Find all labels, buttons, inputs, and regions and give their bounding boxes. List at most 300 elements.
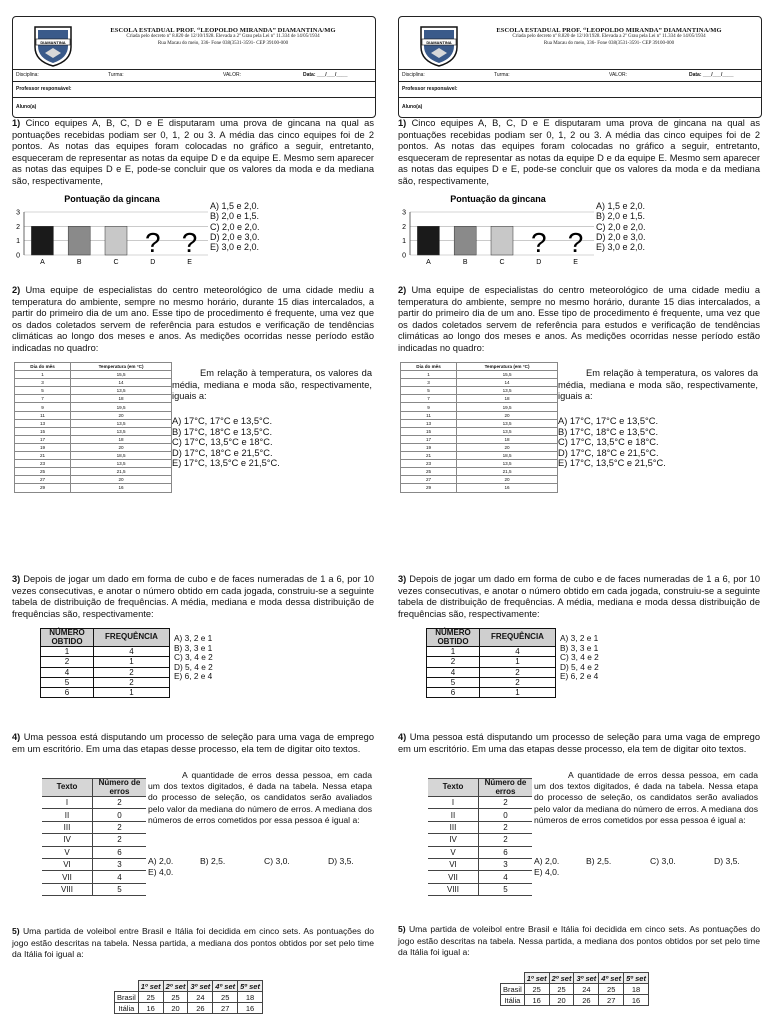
question-3-options <box>174 634 213 682</box>
table-cell: 2 <box>94 667 170 677</box>
option-d[interactable]: D) 5, 4 e 2 <box>560 661 599 672</box>
professor-label: Professor responsável: <box>402 86 458 92</box>
table-cell: VIII <box>42 883 93 895</box>
logo-text: DIAMANTINA <box>426 39 452 45</box>
school-name: ESCOLA ESTADUAL PROF. “LEOPOLDO MIRANDA” DIAMANTINA/MG <box>496 27 722 34</box>
col-header: 2º set <box>549 973 574 984</box>
table-cell: 4 <box>93 871 147 883</box>
page-column-right <box>392 0 764 1024</box>
y-tick-label: 3 <box>16 209 20 217</box>
col-header: Texto <box>428 779 479 797</box>
col-header: Número de erros <box>93 779 147 797</box>
table-cell: 13 <box>15 419 71 427</box>
bar-C <box>491 226 513 255</box>
table-cell: 27 <box>213 1003 238 1014</box>
question-3-text: 3) Depois de jogar um dado em forma de cubo e de faces numeradas de 1 a 6, por 10 vezes consecutivas, e anotar o número obtido em cada jogada, construiu-se a seguinte tabela de distribuição de frequências. A média, mediana e moda dessa distribuição de frequências são, respectivamente: <box>12 574 374 619</box>
table-cell: 25 <box>401 468 457 476</box>
table-row <box>401 468 558 476</box>
x-tick-label: E <box>187 259 192 266</box>
table-cell: 18 <box>457 435 558 443</box>
data-label: Data: ___/___/____ <box>303 72 348 78</box>
table-row <box>427 688 556 698</box>
table-cell: 25 <box>549 984 574 995</box>
table-cell: 3 <box>479 858 533 870</box>
table-cell: 2 <box>93 797 147 809</box>
exam-header <box>398 16 762 118</box>
table-cell: 4 <box>479 871 533 883</box>
table-cell: 27 <box>599 995 624 1006</box>
option-a[interactable]: A) 17°C, 17°C e 13,5°C. <box>558 416 659 426</box>
table-row <box>42 883 146 895</box>
question-2-side-text: Em relação à temperatura, os valores da média, mediana e moda são, respectivamente, iguais a: <box>558 368 758 401</box>
option-a[interactable]: A) 1,5 e 2,0. <box>210 201 260 211</box>
table-cell: 24 <box>574 984 599 995</box>
table-cell: 20 <box>163 1003 188 1014</box>
table-cell: I <box>428 797 479 809</box>
table-cell: 20 <box>457 443 558 451</box>
chart-title: Pontuação da gincana <box>64 194 160 204</box>
table-cell: 2 <box>479 797 533 809</box>
table-cell: 5 <box>41 677 94 687</box>
option-e[interactable]: E) 3,0 e 2,0. <box>596 242 646 253</box>
table-cell: 23 <box>401 460 457 468</box>
table-cell: 16 <box>524 995 549 1006</box>
table-cell: 25 <box>599 984 624 995</box>
col-header: 1º set <box>524 973 549 984</box>
table-cell: V <box>42 846 93 858</box>
option-a[interactable]: A) 3, 2 e 1 <box>560 633 599 643</box>
x-tick-label: D <box>150 259 156 266</box>
table-cell: IV <box>42 834 93 846</box>
table-cell: 1 <box>480 657 556 667</box>
table-cell: 18 <box>71 395 172 403</box>
y-tick-label: 1 <box>16 238 20 246</box>
table-row <box>15 476 172 484</box>
table-cell: 18 <box>238 992 263 1003</box>
table-cell: 19 <box>401 443 457 451</box>
volleyball-table <box>500 972 649 1006</box>
table-cell: 11 <box>401 411 457 419</box>
table-cell: 9 <box>401 403 457 411</box>
table-row <box>401 476 558 484</box>
table-row <box>428 834 532 846</box>
option-e[interactable]: E) 4,0. <box>148 867 174 877</box>
table-row <box>41 688 170 698</box>
x-tick-label: B <box>76 259 82 266</box>
school-info-line1: Criada pelo decreto nº 8.820 de 12/10/1928. Elevada a 2º Grau pela Lei nº 11.334 de 14/05/1934 <box>126 34 320 39</box>
table-row <box>115 992 263 1003</box>
table-row <box>401 419 558 427</box>
data-label: Data: ___/___/____ <box>689 72 734 78</box>
table-row <box>428 821 532 833</box>
table-cell: 21,5 <box>457 468 558 476</box>
question-4-options <box>148 856 372 878</box>
col-header: 5º set <box>624 973 649 984</box>
table-cell: 16 <box>457 484 558 492</box>
table-cell: 13,5 <box>71 387 172 395</box>
table-row <box>501 984 649 995</box>
option-c[interactable]: C) 2,0 e 2,0. <box>596 221 646 232</box>
table-cell: 20 <box>71 411 172 419</box>
question-1-options <box>210 201 260 252</box>
table-cell: 17 <box>401 435 457 443</box>
option-b[interactable]: B) 2,0 e 1,5. <box>596 211 646 222</box>
option-d[interactable]: D) 2,0 e 3,0. <box>210 231 260 242</box>
option-b[interactable]: B) 17°C, 18°C e 13,5°C. <box>172 426 273 437</box>
table-cell: 4 <box>480 647 556 657</box>
table-cell: 20 <box>71 476 172 484</box>
table-cell: 5 <box>479 883 533 895</box>
question-2-text: 2) Uma equipe de especialistas do centro meteorológico de uma cidade mediu a temperatura do ambiente, sempre no mesmo horário, durante 15 dias intercalados, a partir do primeiro dia de um ano. Esse tipo de procedimento é frequente, uma vez que os dados coletados servem de referência para estudos e verificação de tendências climáticas ao longo dos meses e anos. As medições ocorridas nesse período estão indicadas no quadro: <box>398 285 760 353</box>
y-tick-label: 0 <box>402 252 406 260</box>
table-cell: 4 <box>427 667 480 677</box>
exam-header <box>12 16 376 118</box>
school-name: ESCOLA ESTADUAL PROF. “LEOPOLDO MIRANDA” DIAMANTINA/MG <box>110 27 336 34</box>
table-cell: 29 <box>15 484 71 492</box>
table-row <box>401 460 558 468</box>
disciplina-label: Disciplina: <box>402 72 425 78</box>
y-tick-label: 0 <box>16 252 20 260</box>
question-3-text: 3) Depois de jogar um dado em forma de cubo e de faces numeradas de 1 a 6, por 10 vezes consecutivas, e anotar o número obtido em cada jogada, construiu-se a seguinte tabela de distribuição de frequências. A média, mediana e moda dessa distribuição de frequências são, respectivamente: <box>398 574 760 619</box>
table-cell: 29 <box>401 484 457 492</box>
y-tick-label: 3 <box>402 209 406 217</box>
table-cell: 25 <box>163 992 188 1003</box>
option-d[interactable]: D) 2,0 e 3,0. <box>596 231 646 242</box>
frequency-table <box>426 628 556 698</box>
table-row <box>15 460 172 468</box>
table-row <box>41 677 170 687</box>
col-header: 5º set <box>238 981 263 992</box>
table-cell: 21,5 <box>71 468 172 476</box>
table-cell: 20 <box>549 995 574 1006</box>
table-cell: 25 <box>15 468 71 476</box>
option-d[interactable]: D) 17°C, 18°C e 21,5°C. <box>558 447 659 458</box>
table-cell: 5 <box>15 387 71 395</box>
table-cell: 13,5 <box>457 387 558 395</box>
table-cell: 13,5 <box>71 460 172 468</box>
option-a[interactable]: A) 2,0. <box>534 856 560 866</box>
table-row <box>428 871 532 883</box>
option-e[interactable]: E) 4,0. <box>534 867 560 877</box>
table-cell: II <box>428 809 479 821</box>
valor-label: VALOR: <box>223 72 241 78</box>
col-header <box>501 973 525 984</box>
table-row <box>401 387 558 395</box>
table-cell: 18,5 <box>71 452 172 460</box>
table-cell: IV <box>428 834 479 846</box>
col-header: Dia do mês <box>401 363 457 371</box>
table-row <box>401 443 558 451</box>
table-row <box>401 484 558 492</box>
option-d[interactable]: D) 5, 4 e 2 <box>174 661 213 672</box>
table-cell: 17 <box>15 435 71 443</box>
bar-B <box>454 226 476 255</box>
question-4-side-text: A quantidade de erros dessa pessoa, em cada um dos textos digitados, é dada na tabela. Nessa etapa do processo de seleção, os candidatos serão avaliados pelo valor da mediana do número de erros. A mediana dos números de erros cometidos por essa pessoa é igual a: <box>534 770 758 825</box>
option-c[interactable]: C) 3,0. <box>264 856 290 866</box>
table-cell: 16 <box>138 1003 163 1014</box>
bar-A <box>417 226 439 255</box>
table-cell: 18 <box>71 435 172 443</box>
table-cell: 16 <box>71 484 172 492</box>
table-row <box>15 443 172 451</box>
table-cell: 20 <box>457 476 558 484</box>
col-header: FREQUÊNCIA <box>480 629 556 647</box>
table-row <box>42 821 146 833</box>
question-2-side-text: Em relação à temperatura, os valores da média, mediana e moda são, respectivamente, iguais a: <box>172 368 372 401</box>
table-cell: Itália <box>115 1003 139 1014</box>
option-e[interactable]: E) 6, 2 e 4 <box>560 671 599 681</box>
table-cell: 25 <box>524 984 549 995</box>
table-cell: 16 <box>238 1003 263 1014</box>
logo-text: DIAMANTINA <box>40 39 66 45</box>
table-row <box>42 797 146 809</box>
table-cell: 2 <box>480 667 556 677</box>
option-e[interactable]: E) 6, 2 e 4 <box>174 671 213 681</box>
col-header: NÚMERO OBTIDO <box>41 629 94 647</box>
school-info-line2: Rua Macau do meio, 336- Fone 038(3531-3591- CEP 39100-000 <box>157 40 289 46</box>
table-cell: 2 <box>480 677 556 687</box>
turma-label: Turma: <box>108 72 124 78</box>
table-cell: 2 <box>93 821 147 833</box>
table-row <box>42 834 146 846</box>
option-e[interactable]: E) 17°C, 13,5°C e 21,5°C. <box>558 458 666 469</box>
table-cell: 19,5 <box>457 403 558 411</box>
table-cell: 13,5 <box>457 419 558 427</box>
volleyball-table <box>114 980 263 1014</box>
option-c[interactable]: C) 3, 4 e 2 <box>174 652 213 662</box>
question-1-text: 1) Cinco equipes A, B, C, D e E disputaram uma prova de gincana na qual as pontuações recebidas podiam ser 0, 1, 2 ou 3. A média das cinco equipes foi de 2 pontos. As notas das equipes foram colocadas no gráfico a seguir, entretanto, esqueceram de representar as notas da equipe D e da equipe E. Mesmo sem aparecer as notas das equipes D e E, pode-se concluir que os valores da moda e da mediana são, respectivamente, <box>398 118 760 186</box>
table-row <box>41 667 170 677</box>
table-cell: 18,5 <box>457 452 558 460</box>
table-cell: 15 <box>15 427 71 435</box>
table-cell: 19,5 <box>71 403 172 411</box>
table-cell: 1 <box>94 688 170 698</box>
temperature-table <box>400 362 558 493</box>
table-row <box>401 435 558 443</box>
col-header: Temperatura (em °C) <box>457 363 558 371</box>
question-4-options <box>534 856 758 878</box>
option-b[interactable]: B) 2,5. <box>586 856 612 866</box>
question-5-text: 5) Uma partida de voleibol entre Brasil e Itália foi decidida em cinco sets. As pontuações do jogo estão descritas na tabela. Nessa partida, a mediana dos pontos obtidos por set pelo time da Itália foi igual a: <box>12 926 374 959</box>
table-cell: 18 <box>624 984 649 995</box>
table-cell: 27 <box>401 476 457 484</box>
question-4-text: 4) Uma pessoa está disputando um processo de seleção para uma vaga de emprego em um escritório. Em uma das etapas desse processo, ela tem de digitar oito textos. <box>12 732 374 754</box>
table-cell: 5 <box>427 677 480 687</box>
option-d[interactable]: D) 17°C, 18°C e 21,5°C. <box>172 447 273 458</box>
table-cell: 2 <box>479 834 533 846</box>
table-cell: 2 <box>94 677 170 687</box>
unknown-marker-D: ? <box>145 227 161 258</box>
col-header: NÚMERO OBTIDO <box>427 629 480 647</box>
option-a[interactable]: A) 1,5 e 2,0. <box>596 201 646 211</box>
table-cell: 26 <box>574 995 599 1006</box>
option-b[interactable]: B) 2,0 e 1,5. <box>210 211 260 222</box>
table-row <box>427 657 556 667</box>
turma-label: Turma: <box>494 72 510 78</box>
temperature-table <box>14 362 172 493</box>
table-row <box>15 427 172 435</box>
x-tick-label: E <box>573 259 578 266</box>
table-cell: 16 <box>624 995 649 1006</box>
question-2-options <box>558 416 666 469</box>
table-cell: 13,5 <box>71 427 172 435</box>
table-cell: 21 <box>15 452 71 460</box>
table-cell: 1 <box>427 647 480 657</box>
table-row <box>401 403 558 411</box>
table-cell: 3 <box>15 379 71 387</box>
option-b[interactable]: B) 17°C, 18°C e 13,5°C. <box>558 426 659 437</box>
col-header: Temperatura (em °C) <box>71 363 172 371</box>
table-row <box>15 468 172 476</box>
table-row <box>501 995 649 1006</box>
x-tick-label: A <box>426 259 431 266</box>
x-tick-label: A <box>40 259 45 266</box>
option-b[interactable]: B) 3, 3 e 1 <box>174 642 213 653</box>
col-header: 3º set <box>188 981 213 992</box>
table-cell: VII <box>42 871 93 883</box>
table-cell: 2 <box>41 657 94 667</box>
table-cell: 13,5 <box>457 427 558 435</box>
professor-label: Professor responsável: <box>16 86 72 92</box>
y-tick-label: 2 <box>16 223 20 231</box>
table-row <box>428 797 532 809</box>
school-info-line2: Rua Macau do meio, 336- Fone 038(3531-3591- CEP 39100-000 <box>543 40 675 46</box>
table-cell: 26 <box>188 1003 213 1014</box>
table-cell: 3 <box>401 379 457 387</box>
question-3-options <box>560 634 599 682</box>
col-header: 2º set <box>163 981 188 992</box>
frequency-table <box>40 628 170 698</box>
aluno-label: Aluno(a) <box>402 104 423 110</box>
option-b[interactable]: B) 3, 3 e 1 <box>560 642 599 653</box>
table-cell: 0 <box>479 809 533 821</box>
bar-A <box>31 226 53 255</box>
x-tick-label: D <box>536 259 542 266</box>
option-e[interactable]: E) 17°C, 13,5°C e 21,5°C. <box>172 458 280 469</box>
bar-C <box>105 226 127 255</box>
option-c[interactable]: C) 17°C, 13,5°C e 18°C. <box>558 437 659 448</box>
table-cell: 7 <box>15 395 71 403</box>
x-tick-label: C <box>113 259 119 266</box>
option-d[interactable]: D) 3,5. <box>328 856 354 866</box>
table-row <box>41 647 170 657</box>
option-c[interactable]: C) 2,0 e 2,0. <box>210 221 260 232</box>
bar-B <box>68 226 90 255</box>
table-cell: I <box>42 797 93 809</box>
table-row <box>427 677 556 687</box>
table-row <box>41 657 170 667</box>
question-2-text: 2) Uma equipe de especialistas do centro meteorológico de uma cidade mediu a temperatura do ambiente, sempre no mesmo horário, durante 15 dias intercalados, a partir do primeiro dia de um ano. Esse tipo de procedimento é frequente, uma vez que os dados coletados servem de referência para estudos e verificação de tendências climáticas ao longo dos meses e anos. As medições ocorridas nesse período estão indicadas no quadro: <box>12 285 374 353</box>
table-cell: 24 <box>188 992 213 1003</box>
table-cell: 18 <box>457 395 558 403</box>
col-header: Dia do mês <box>15 363 71 371</box>
table-cell: 3 <box>93 858 147 870</box>
table-cell: 25 <box>213 992 238 1003</box>
unknown-marker-E: ? <box>567 227 584 258</box>
table-cell: VIII <box>428 883 479 895</box>
table-row <box>401 452 558 460</box>
gincana-bar-chart <box>398 192 598 272</box>
table-cell: 1 <box>15 371 71 379</box>
table-cell: 5 <box>93 883 147 895</box>
errors-table <box>42 778 146 896</box>
table-cell: III <box>42 821 93 833</box>
option-d[interactable]: D) 3,5. <box>714 856 740 866</box>
table-cell: 15 <box>401 427 457 435</box>
table-row <box>401 371 558 379</box>
table-row <box>15 403 172 411</box>
table-cell: 20 <box>457 411 558 419</box>
question-5-text: 5) Uma partida de voleibol entre Brasil e Itália foi decidida em cinco sets. As pontuações do jogo estão descritas na tabela. Nessa partida, a mediana dos pontos obtidos por set pelo time da Itália foi igual a: <box>398 924 760 957</box>
table-cell: 2 <box>93 834 147 846</box>
table-cell: 1 <box>94 657 170 667</box>
table-row <box>15 411 172 419</box>
col-header: 4º set <box>599 973 624 984</box>
option-b[interactable]: B) 2,5. <box>200 856 226 866</box>
table-cell: 23 <box>15 460 71 468</box>
table-cell: 2 <box>427 657 480 667</box>
table-cell: 21 <box>401 452 457 460</box>
option-c[interactable]: C) 3,0. <box>650 856 676 866</box>
table-row <box>427 667 556 677</box>
option-e[interactable]: E) 3,0 e 2,0. <box>210 242 260 253</box>
table-cell: 1 <box>41 647 94 657</box>
y-tick-label: 2 <box>402 223 406 231</box>
table-cell: 15,5 <box>71 371 172 379</box>
table-cell: 9 <box>15 403 71 411</box>
table-cell: 6 <box>479 846 533 858</box>
option-c[interactable]: C) 3, 4 e 2 <box>560 652 599 662</box>
table-row <box>401 395 558 403</box>
x-tick-label: C <box>499 259 505 266</box>
table-row <box>428 883 532 895</box>
gincana-bar-chart <box>12 192 212 272</box>
option-c[interactable]: C) 17°C, 13,5°C e 18°C. <box>172 437 273 448</box>
table-row <box>42 846 146 858</box>
table-cell: Brasil <box>501 984 525 995</box>
option-a[interactable]: A) 2,0. <box>148 856 174 866</box>
table-row <box>15 379 172 387</box>
table-cell: VI <box>428 858 479 870</box>
school-logo <box>419 25 459 67</box>
table-row <box>42 871 146 883</box>
table-row <box>42 809 146 821</box>
table-cell: III <box>428 821 479 833</box>
table-cell: 1 <box>401 371 457 379</box>
col-header: 1º set <box>138 981 163 992</box>
table-cell: 7 <box>401 395 457 403</box>
unknown-marker-E: ? <box>181 227 198 258</box>
table-cell: Itália <box>501 995 525 1006</box>
table-cell: Brasil <box>115 992 139 1003</box>
unknown-marker-D: ? <box>531 227 547 258</box>
table-cell: 4 <box>94 647 170 657</box>
table-row <box>15 452 172 460</box>
table-cell: 5 <box>401 387 457 395</box>
col-header: Texto <box>42 779 93 797</box>
table-row <box>42 858 146 870</box>
question-1-options <box>596 201 646 252</box>
table-row <box>15 387 172 395</box>
table-cell: 13 <box>401 419 457 427</box>
table-cell: II <box>42 809 93 821</box>
table-row <box>401 411 558 419</box>
table-cell: 20 <box>71 443 172 451</box>
option-a[interactable]: A) 3, 2 e 1 <box>174 633 213 643</box>
table-cell: 4 <box>41 667 94 677</box>
option-a[interactable]: A) 17°C, 17°C e 13,5°C. <box>172 416 273 426</box>
errors-table <box>428 778 532 896</box>
